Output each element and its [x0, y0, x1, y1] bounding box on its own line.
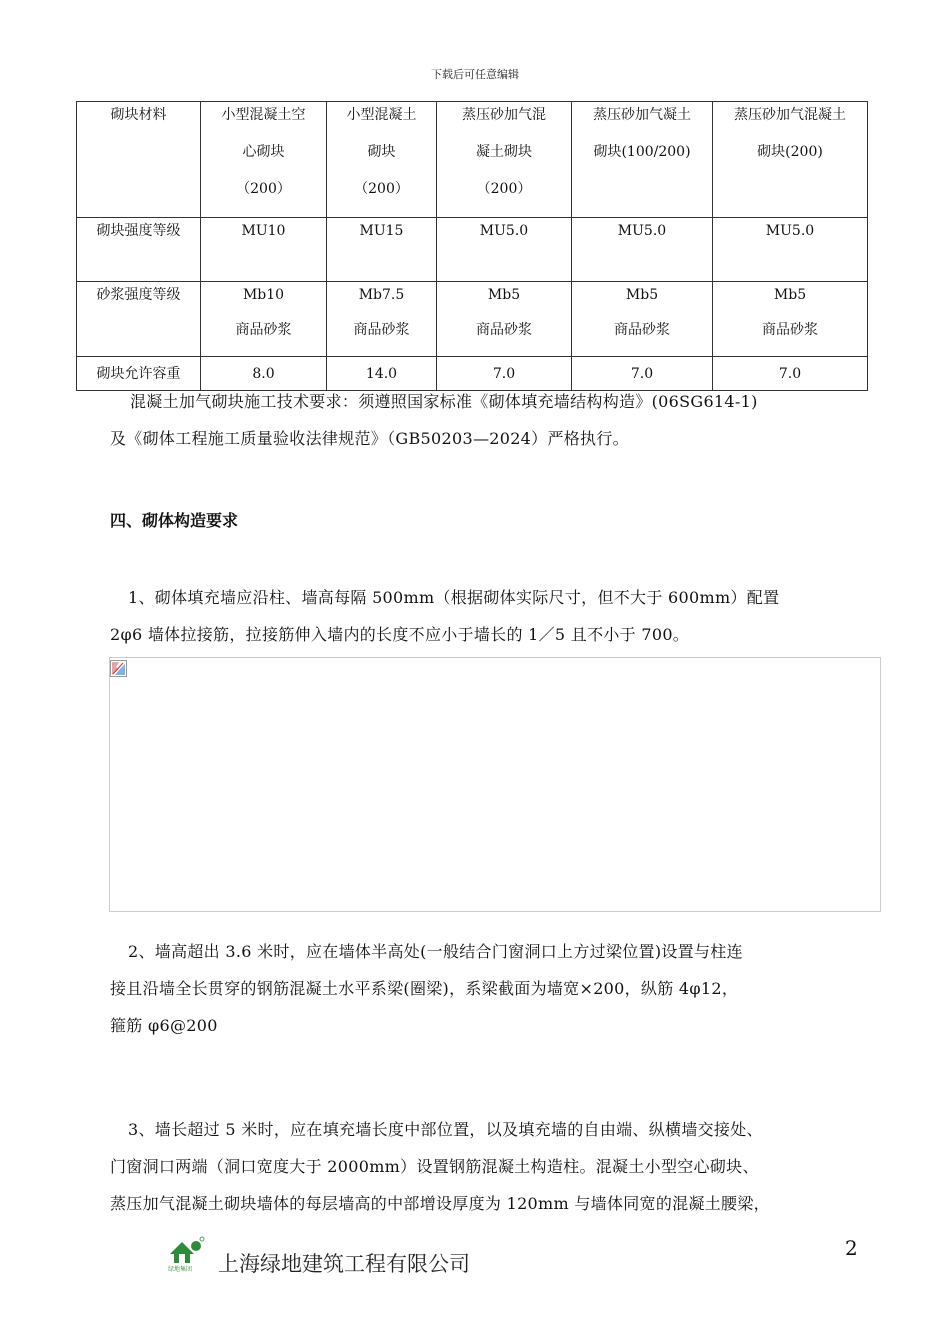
table-cell: 7.0 — [492, 365, 516, 382]
item-1-paragraph — [110, 579, 867, 653]
row-label: 砌块强度等级 — [96, 223, 181, 239]
table-header-label: 砌块材料 — [110, 107, 167, 123]
logo-text: 绿地集团 — [168, 1266, 193, 1272]
table-cell: 7.0 — [778, 365, 802, 382]
table-cell: 8.0 — [252, 365, 275, 382]
greenland-logo-icon — [166, 1236, 208, 1272]
table-row — [77, 218, 868, 282]
table-cell: MU5.0 — [479, 223, 529, 239]
column-header-line: 砌块(100/200) — [593, 144, 691, 160]
table-header-row — [77, 102, 868, 218]
table-cell: MU15 — [359, 223, 404, 239]
table-cell-sub: 商品砂浆 — [762, 322, 818, 338]
column-header-line: 砌块 — [367, 144, 396, 160]
column-header-line: （200） — [354, 181, 409, 197]
paragraph-line: 及《砌体工程施工质量验收法律规范》（GB50203—2024）严格执行。 — [110, 429, 629, 448]
column-header-line: 蒸压砂加气混 — [462, 107, 546, 123]
company-name: 上海绿地建筑工程有限公司 — [218, 1252, 470, 1276]
row-label: 砌块允许容重 — [96, 365, 181, 382]
table-cell-sub: 商品砂浆 — [235, 322, 292, 338]
column-header-line: 小型混凝土空 — [221, 107, 306, 123]
section-heading: 四、砌体构造要求 — [110, 511, 239, 530]
table-cell-sub: 商品砂浆 — [353, 322, 410, 338]
column-header-line: 蒸压砂加气凝土 — [593, 107, 691, 123]
table-cell: MU5.0 — [765, 223, 815, 239]
row-label: 砂浆强度等级 — [96, 287, 181, 303]
paragraph-line: 3、墙长超过 5 米时，应在填充墙长度中部位置，以及填充墙的自由端、纵横墙交接处、 — [128, 1120, 763, 1139]
column-header-line: 凝土砌块 — [476, 144, 532, 160]
paragraph-line: 箍筋 φ6@200 — [110, 1016, 218, 1035]
table-cell: 14.0 — [365, 365, 398, 382]
column-header-line: （200） — [476, 181, 532, 197]
column-header-line: 砌块(200) — [757, 144, 823, 160]
table-row — [77, 282, 868, 357]
column-header-line: 蒸压砂加气混凝土 — [734, 107, 846, 123]
table-cell-sub: 商品砂浆 — [476, 322, 532, 338]
column-header-line: 心砌块 — [242, 144, 285, 160]
paragraph-line: 2φ6 墙体拉接筋，拉接筋伸入墙内的长度不应小于墙长的 1／5 且不小于 700。 — [110, 625, 690, 644]
table-cell: 7.0 — [630, 365, 654, 382]
material-spec-table — [76, 101, 868, 391]
table-cell: Mb10 — [242, 287, 285, 303]
item-3-paragraph — [110, 1111, 867, 1222]
table-cell: MU5.0 — [617, 223, 667, 239]
table-cell: Mb5 — [487, 287, 521, 303]
tech-requirement-paragraph — [110, 383, 867, 457]
column-header-line: 小型混凝土 — [346, 107, 417, 123]
paragraph-line: 门窗洞口两端（洞口宽度大于 2000mm）设置钢筋混凝土构造柱。混凝土小型空心砌块、 — [110, 1157, 759, 1176]
embedded-image-placeholder — [109, 657, 881, 912]
table-cell: Mb7.5 — [358, 287, 405, 303]
page-header-note: 下载后可任意编辑 — [431, 68, 519, 81]
table-cell: Mb5 — [625, 287, 659, 303]
table-cell-sub: 商品砂浆 — [614, 322, 670, 338]
paragraph-line: 接且沿墙全长贯穿的钢筋混凝土水平系梁(圈梁)，系梁截面为墙宽×200，纵筋 4φ12， — [110, 979, 739, 998]
broken-image-icon — [110, 660, 127, 677]
table-cell: Mb5 — [773, 287, 807, 303]
paragraph-line: 混凝土加气砌块施工技术要求：须遵照国家标准《砌体填充墙结构构造》(06SG614-1) — [130, 392, 758, 411]
column-header-line: （200） — [236, 181, 291, 197]
paragraph-line: 1、砌体填充墙应沿柱、墙高每隔 500mm（根据砌体实际尺寸，但不大于 600mm）配置 — [128, 588, 780, 607]
paragraph-line: 蒸压加气混凝土砌块墙体的每层墙高的中部增设厚度为 120mm 与墙体同宽的混凝土腰梁， — [110, 1194, 770, 1213]
item-2-paragraph — [110, 933, 867, 1044]
table-cell: MU10 — [241, 223, 286, 239]
page-number: 2 — [845, 1236, 858, 1260]
paragraph-line: 2、墙高超出 3.6 米时，应在墙体半高处(一般结合门窗洞口上方过梁位置)设置与柱连 — [128, 942, 743, 961]
